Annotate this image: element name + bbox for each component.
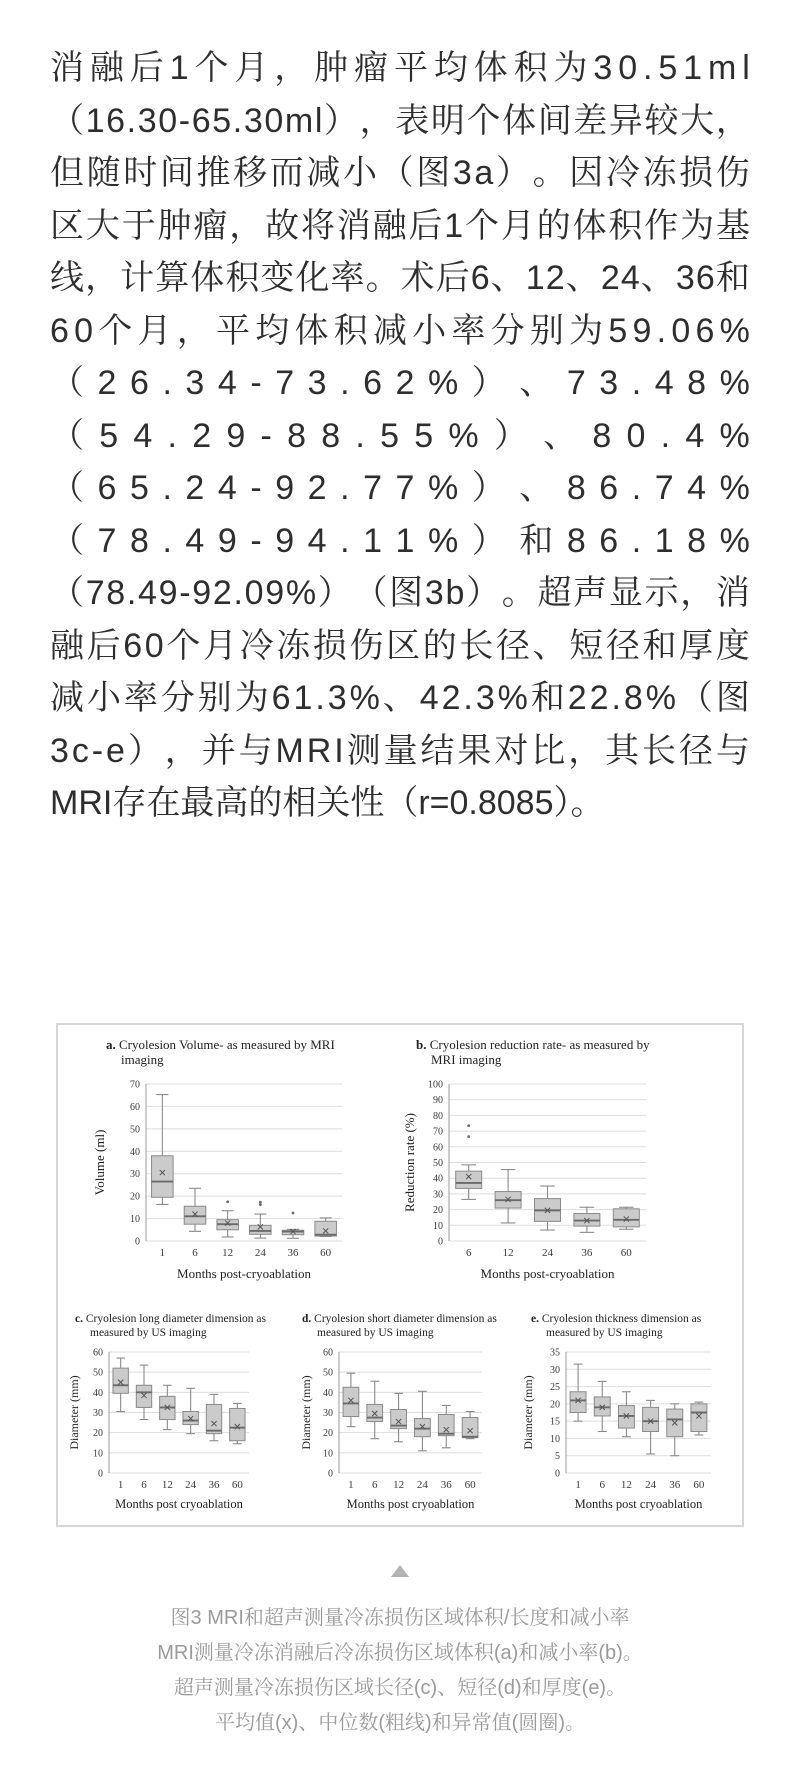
svg-text:60: 60 (693, 1478, 705, 1491)
svg-text:10: 10 (93, 1447, 103, 1459)
chart-d-panel-label: d. (302, 1312, 312, 1325)
svg-text:20: 20 (550, 1398, 560, 1410)
svg-text:1: 1 (159, 1246, 166, 1259)
svg-text:100: 100 (428, 1079, 443, 1090)
chart-d-boxplot (294, 1345, 508, 1519)
svg-text:Months post-cryoablation: Months post-cryoablation (177, 1265, 311, 1281)
svg-text:60: 60 (464, 1478, 476, 1491)
svg-text:50: 50 (93, 1367, 103, 1379)
paragraph-line: 线 ， 计 算 体 积 变 化 率 。 术 后 6 、 1 2 、 2 4 、 3 6 和 (50, 259, 750, 297)
chart-c-panel-label: c. (75, 1312, 83, 1325)
svg-text:Months post cryoablation: Months post cryoablation (115, 1496, 243, 1511)
chart-e-boxplot (508, 1345, 742, 1519)
paragraph-line: （ 2 6 . 3 4 - 7 3 . 6 2 % ） 、 7 3 . 4 8 % (50, 364, 750, 402)
svg-text:30: 30 (550, 1364, 560, 1376)
svg-text:15: 15 (550, 1416, 560, 1428)
svg-text:12: 12 (393, 1478, 405, 1491)
svg-text:50: 50 (130, 1123, 140, 1135)
svg-text:30: 30 (130, 1168, 140, 1180)
svg-text:30: 30 (93, 1407, 103, 1419)
svg-text:20: 20 (130, 1191, 140, 1203)
paragraph-line: （ 6 5 . 2 4 - 9 2 . 7 7 % ） 、 8 6 . 7 4 % (50, 469, 750, 507)
paragraph-line: 融 后 6 0 个 月 冷 冻 损 伤 区 的 长 径 、 短 径 和 厚 度 (50, 626, 750, 665)
svg-text:Reduction rate (%): Reduction rate (%) (402, 1112, 417, 1212)
chart-c-boxplot (58, 1345, 294, 1519)
svg-text:0: 0 (555, 1468, 560, 1479)
svg-text:36: 36 (287, 1246, 299, 1259)
svg-text:5: 5 (555, 1450, 560, 1462)
svg-text:10: 10 (323, 1447, 333, 1459)
paragraph-line: 但 随 时 间 推 移 而 减 小 （ 图 3 a ） 。 因 冷 冻 损 伤 (50, 154, 750, 192)
figure-caption (0, 1601, 800, 1741)
svg-text:10: 10 (550, 1433, 560, 1445)
chart-e (508, 1312, 742, 1519)
svg-text:Diameter (mm): Diameter (mm) (521, 1374, 535, 1450)
svg-text:Months post cryoablation: Months post cryoablation (346, 1496, 475, 1511)
svg-text:1: 1 (575, 1478, 581, 1491)
chart-e-panel-label: e. (531, 1312, 539, 1325)
svg-text:70: 70 (433, 1126, 443, 1138)
chart-d (294, 1312, 508, 1519)
svg-text:12: 12 (502, 1246, 514, 1259)
paragraph-line: （ 5 4 . 2 9 - 8 8 . 5 5 % ） 、 8 0 . 4 % (50, 416, 750, 455)
paragraph-line: （ 7 8 . 4 9 - 9 4 . 1 1 % ） 和 8 6 . 1 8 % (50, 521, 750, 560)
svg-text:60: 60 (620, 1246, 632, 1259)
figure-row-bottom (58, 1312, 742, 1519)
svg-text:1: 1 (117, 1478, 124, 1491)
svg-text:0: 0 (98, 1468, 103, 1479)
svg-text:90: 90 (433, 1094, 443, 1106)
svg-text:30: 30 (433, 1188, 443, 1200)
chart-c (58, 1312, 294, 1519)
svg-text:50: 50 (323, 1367, 333, 1379)
paragraph-line: 3 c - e ） ， 并 与 M R I 测 量 结 果 对 比 ， 其 长 径 与 (50, 731, 750, 770)
chart-a-boxplot (58, 1076, 398, 1288)
svg-text:24: 24 (254, 1246, 266, 1259)
svg-text:36: 36 (440, 1478, 452, 1491)
svg-text:Months post cryoablation: Months post cryoablation (574, 1496, 703, 1511)
svg-text:40: 40 (433, 1173, 443, 1185)
svg-text:Diameter (mm): Diameter (mm) (67, 1374, 81, 1450)
svg-text:80: 80 (433, 1110, 443, 1122)
svg-text:60: 60 (433, 1141, 443, 1153)
svg-text:60: 60 (130, 1101, 140, 1113)
chart-c-title: c. Cryolesion long diameter dimension as measured by US imaging (75, 1312, 266, 1339)
caption-line: MRI测量冷冻消融后冷冻损伤区域体积(a)和减小率(b)。 (157, 1641, 643, 1664)
svg-text:40: 40 (93, 1387, 103, 1399)
chart-a-title: a. Cryolesion Volume- as measured by MRI imaging (106, 1036, 335, 1068)
svg-text:0: 0 (328, 1468, 333, 1479)
svg-text:10: 10 (433, 1220, 443, 1232)
caption-line: 平均值(x)、中位数(粗线)和异常值(圆圈)。 (215, 1711, 585, 1734)
svg-text:Volume (ml): Volume (ml) (92, 1129, 107, 1195)
paragraph-line: MRI存在最高的相关性（r=0.8085）。 (50, 784, 605, 822)
svg-text:6: 6 (599, 1478, 605, 1491)
svg-text:24: 24 (645, 1478, 657, 1491)
svg-text:6: 6 (372, 1478, 378, 1491)
paragraph-line: 6 0 个 月 ， 平 均 体 积 减 小 率 分 别 为 5 9 . 0 6 % (50, 311, 750, 350)
caption-line: 超声测量冷冻损伤区域长径(c)、短径(d)和厚度(e)。 (173, 1676, 627, 1699)
svg-text:60: 60 (231, 1478, 243, 1491)
svg-text:60: 60 (320, 1246, 332, 1259)
svg-text:0: 0 (135, 1236, 140, 1247)
svg-text:36: 36 (208, 1478, 220, 1491)
paragraph-line: 消 融 后 1 个 月 ， 肿 瘤 平 均 体 积 为 3 0 . 5 1 m l (50, 49, 750, 87)
chart-b-title: b. Cryolesion reduction rate- as measured by MRI imaging (416, 1036, 650, 1068)
paragraph-line: 区 大 于 肿 瘤 ， 故 将 消 融 后 1 个 月 的 体 积 作 为 基 (50, 206, 750, 245)
svg-text:50: 50 (433, 1157, 443, 1169)
figure-3 (56, 1023, 744, 1527)
svg-text:20: 20 (323, 1427, 333, 1439)
chart-b-boxplot (398, 1076, 742, 1288)
svg-text:35: 35 (550, 1347, 560, 1358)
body-text (50, 0, 750, 830)
svg-text:36: 36 (669, 1478, 681, 1491)
chart-a-panel-label: a. (106, 1036, 116, 1052)
svg-text:24: 24 (185, 1478, 197, 1491)
svg-text:6: 6 (465, 1246, 472, 1259)
chart-e-title: e. Cryolesion thickness dimension as measured by US imaging (531, 1312, 702, 1339)
up-triangle-icon[interactable] (391, 1565, 409, 1577)
svg-text:30: 30 (323, 1407, 333, 1419)
svg-text:6: 6 (192, 1246, 198, 1259)
svg-text:Months post-cryoablation: Months post-cryoablation (480, 1265, 615, 1281)
svg-text:40: 40 (130, 1146, 140, 1158)
chart-d-title: d. Cryolesion short diameter dimension as measured by US imaging (302, 1312, 497, 1339)
svg-text:Diameter (mm): Diameter (mm) (299, 1374, 313, 1450)
chart-b (398, 1037, 742, 1288)
svg-text:10: 10 (130, 1213, 140, 1225)
chart-b-panel-label: b. (416, 1036, 427, 1052)
svg-text:20: 20 (433, 1204, 443, 1216)
figure-row-top (58, 1037, 742, 1288)
svg-text:20: 20 (93, 1427, 103, 1439)
svg-text:1: 1 (348, 1478, 354, 1491)
svg-text:60: 60 (323, 1347, 333, 1358)
svg-text:0: 0 (438, 1236, 443, 1247)
svg-text:12: 12 (161, 1478, 173, 1491)
paragraph-line: （ 1 6 . 3 0 - 6 5 . 3 0 m l ） ， 表 明 个 体 间 差 异 较 大 ， (50, 101, 750, 140)
svg-text:6: 6 (141, 1478, 147, 1491)
svg-text:24: 24 (542, 1246, 553, 1259)
svg-text:70: 70 (130, 1079, 140, 1090)
chart-a (58, 1037, 398, 1288)
svg-text:12: 12 (222, 1246, 234, 1259)
svg-text:36: 36 (581, 1246, 593, 1259)
svg-text:25: 25 (550, 1381, 560, 1393)
svg-text:60: 60 (93, 1347, 103, 1358)
svg-text:12: 12 (620, 1478, 632, 1491)
caption-line: 图3 MRI和超声测量冷冻损伤区域体积/长度和减小率 (170, 1606, 630, 1629)
paragraph-line: 减 小 率 分 别 为 6 1 . 3 % 、 4 2 . 3 % 和 2 2 . 8 % （ 图 (50, 679, 750, 717)
paragraph-line: （ 7 8 . 4 9 - 9 2 . 0 9 % ） （ 图 3 b ） 。 超 声 显 示 ， 消 (50, 574, 750, 612)
svg-text:40: 40 (323, 1387, 333, 1399)
svg-text:24: 24 (416, 1478, 428, 1491)
